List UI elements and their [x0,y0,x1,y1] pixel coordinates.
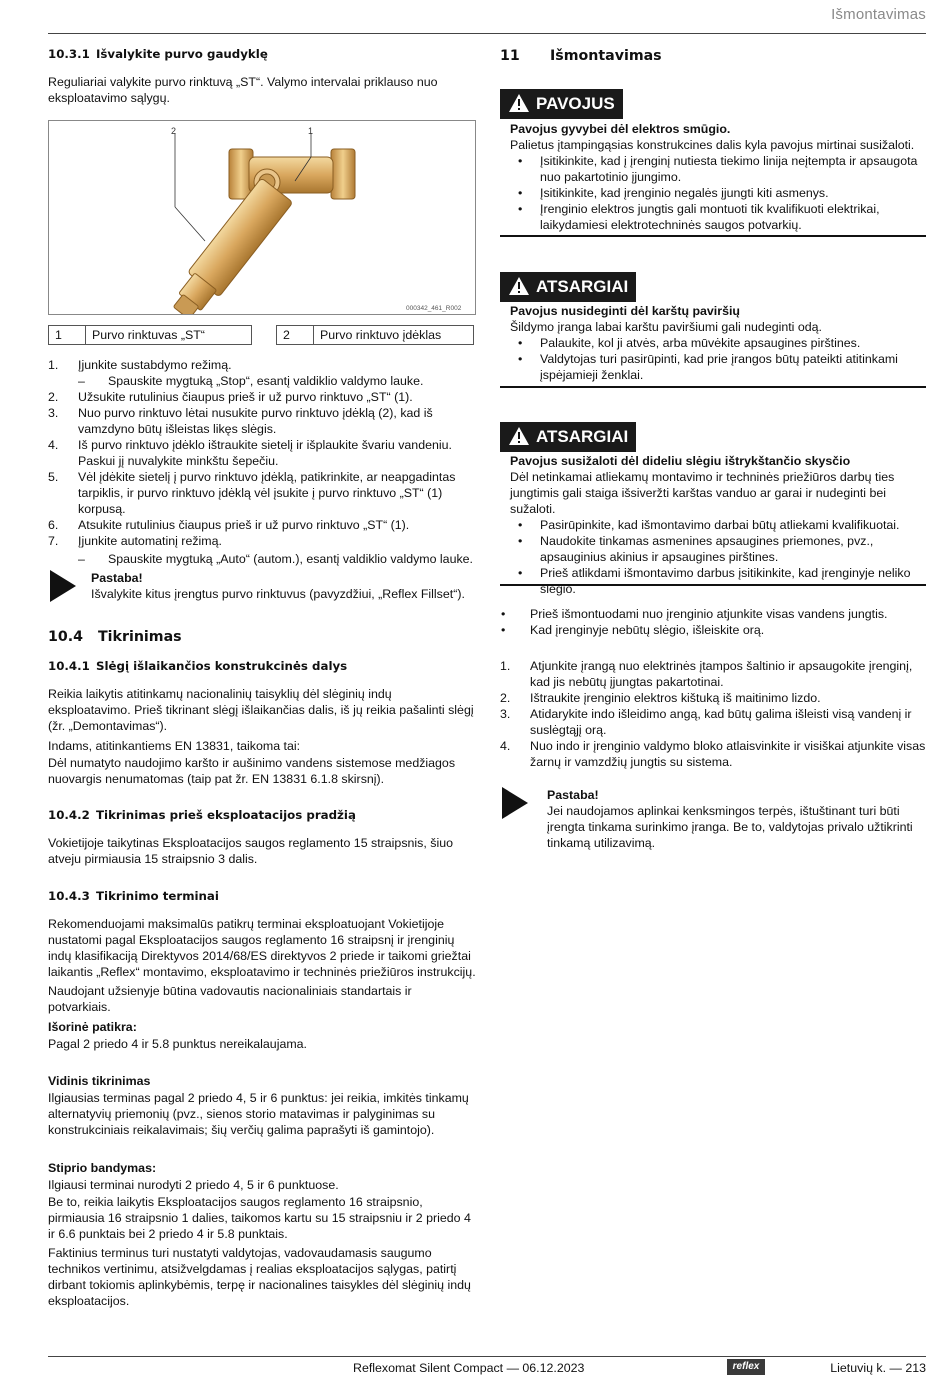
list-item: • Įsitikinkite, kad įrenginio negalės įjungti kiti asmenys. [518,186,829,200]
preconditions [500,606,928,638]
section-10-4-1-p3: Dėl numatyto naudojimo karšto ir aušinimo vandens sistemose medžiagos nuovargis nenumatomas (taip pat žr. EN 13831 6.1.8 skirsnį). [48,756,456,786]
section-10-4-1-heading: 10.4.1 Slėgį išlaikančios konstrukcinės dalys [48,659,348,673]
section-10-4-2-p1: Vokietijoje taikytinas Eksploatacijos saugos reglamento 15 straipsnis, šiuo atveju pirmiausia 15 straipsnio 3 dalis. [48,836,453,866]
list-item: 1. Įjunkite sustabdymo režimą. [48,358,232,372]
strainer-illustration [49,121,475,314]
note-arrow-icon [502,787,528,819]
header-rule [48,33,926,34]
list-item: 6. Atsukite rutulinius čiaupus prieš ir už purvo rinktuvo „ST“ (1). [48,518,410,532]
section-10-4-heading: 10.4 Tikrinimas [48,629,182,645]
running-header: Išmontavimas [831,6,926,23]
dismantling-steps [500,658,928,770]
figure-label-1: 1 [308,126,314,136]
internal-check-text: Ilgiausias terminas pagal 2 priedo 4, 5 ir 6 punktus: jei reikia, imkitės tinkamų alternatyvių priemonių (pvz., sienos storio matavimas ir palyginimas su konstrukciniais reikalavimais; šių verčių galima paprašyti iš gamintojo). [48,1091,469,1137]
caution-box-2: Pavojus susižaloti dėl dideliu slėgiu ištrykštančio skysčio Dėl netinkamai atliekamų montavimo ir techninės priežiūros darbų ties jungtimis gali staiga išsiveržti karštas vanduo ar garai ir nudeginti bei sužaloti. • Pasirūpinkite, kad išmontavimo darbai būtų atliekami kvalifikuotai. • Naudokite tinkamas asmenines apsaugines priemones, pvz., apsauginius akinius ir apsaugines pirštines. • Prieš atlikdami išmontavimo darbus įsitikinkite, kad įrenginyje neliko slėgio. [500,453,926,586]
internal-check-title: Vidinis tikrinimas [48,1074,151,1088]
strainer-figure [48,120,476,315]
section-10-4-1-p2: Indams, atitinkantiems EN 13831, taikoma tai: [48,739,301,753]
list-item: • Pasirūpinkite, kad išmontavimo darbai būtų atliekami kvalifikuotai. [518,518,900,532]
figure-label-2: 2 [171,126,177,136]
caution-label-2: ATSARGIAI [500,422,636,452]
footer-page-number: Lietuvių k. — 213 [830,1361,926,1375]
list-item: 7. Įjunkite automatinį režimą. [48,534,222,548]
warning-triangle-icon [508,93,530,116]
cleaning-steps [48,357,476,567]
figure-code: 000342_461_R002 [406,305,462,312]
external-check-title: Išorinė patikra: [48,1020,137,1034]
note-2: Pastaba! Jei naudojamos aplinkai kenksmingos terpės, ištuštinant turi būti įrengta tinkama surinkimo įranga. Be to, valdytojas privalo užtikrinti tinkamą utilizavimą. [547,788,913,850]
section-10-3-1-heading: 10.3.1 Išvalykite purvo gaudyklę [48,47,268,61]
caution-box-1: Pavojus nusideginti dėl karštų paviršių Šildymo įranga labai karštu paviršiumi gali nudeginti odą. • Palaukite, kol ji atvės, arba mūvėkite apsaugines pirštines. • Valdytojas turi pasirūpinti, kad prie įrangos būtų pateikti atitinkami įspėjamieji ženklai. [500,303,926,388]
list-item: 1. Atjunkite įrangą nuo elektrinės įtampos šaltinio ir apsaugokite įrenginį, kad jis nebūtų įjungtas pakartotinai. [500,659,913,689]
list-item: • Prieš išmontuodami nuo įrenginio atjunkite visas vandens jungtis. [501,607,888,621]
external-check-text: Pagal 2 priedo 4 ir 5.8 punktus nereikalaujama. [48,1037,307,1051]
legend-item-1: 1 Purvo rinktuvas „ST“ [48,325,252,345]
list-item: – Spauskite mygtuką „Auto“ (autom.), esantį valdiklio valdymo lauke. [78,552,473,566]
reflex-logo: reflex [727,1359,765,1375]
strength-test-p1: Ilgiausi terminai nurodyti 2 priedo 4, 5 ir 6 punktuose. [48,1178,339,1192]
danger-label: PAVOJUS [500,89,623,119]
list-item: • Įrenginio elektros jungtis gali montuoti tik kvalifikuoti elektrikai, laikydamiesi elektrotechninės saugos potvarkių. [518,202,880,232]
danger-box: Pavojus gyvybei dėl elektros smūgio. Palietus įtampingąsias konstrukcines dalis kyla pavojus mirtinai susižaloti. • Įsitikinkite, kad į įrenginį nutiesta tiekimo linija neįtempta ir apsaugota nuo pakartotinio įjungimo. • Įsitikinkite, kad įrenginio negalės įjungti kiti asmenys. • Įrenginio elektros jungtis gali montuoti tik kvalifikuoti elektrikai, laikydamiesi elektrotechninės saugos potvarkių. [500,121,926,237]
legend-item-2: 2 Purvo rinktuvo įdėklas [276,325,474,345]
note-arrow-icon [50,570,76,602]
section-10-3-1-text: Reguliariai valykite purvo rinktuvą „ST“. Valymo intervalai priklauso nuo eksploatavimo sąlygų. [48,75,438,105]
section-10-4-1-p1: Reikia laikytis atitinkamų nacionalinių taisyklių dėl slėginių indų eksploatavimo. Prieš tikrinant slėgį išlaikančias dalis, iš jų reikia pašalinti slėgį (žr. „Demontavimas“). [48,687,474,733]
section-10-4-3-heading: 10.4.3 Tikrinimo terminai [48,889,219,903]
list-item: 4. Nuo indo ir įrenginio valdymo bloko atlaisvinkite ir visiškai atjunkite visas žarnų ir vamzdžių jungtis su sistema. [500,739,926,769]
strength-test-p3: Faktinius terminus turi nustatyti valdytojas, vadovaudamasis saugumo technikos vertinimu, atsižvelgdamas į realias eksploatacijos sąlygas, patirtį dirbant tokiomis aplinkybėmis, terpę ir nacionalines taisykles dėl slėginių indų eksploatacijos. [48,1246,471,1308]
list-item: 4. Iš purvo rinktuvo įdėklo ištraukite sietelį ir išplaukite švariu vandeniu. Paskui jį nuvalykite minkštu šepečiu. [48,438,452,468]
warning-triangle-icon [508,276,530,299]
list-item: • Naudokite tinkamas asmenines apsaugines priemones, pvz., apsauginius akinius ir apsaugines pirštines. [518,534,874,564]
list-item: 2. Užsukite rutulinius čiaupus prieš ir už purvo rinktuvo „ST“ (1). [48,390,413,404]
list-item: 3. Nuo purvo rinktuvo lėtai nusukite purvo rinktuvo įdėklą (2), kad iš vamzdyno būtų išleistas likęs slėgis. [48,406,433,436]
list-item: 2. Ištraukite įrenginio elektros kištuką iš maitinimo lizdo. [500,691,821,705]
list-item: – Spauskite mygtuką „Stop“, esantį valdiklio valdymo lauke. [78,374,424,388]
list-item: • Palaukite, kol ji atvės, arba mūvėkite apsaugines pirštines. [518,336,861,350]
list-item: • Įsitikinkite, kad į įrenginį nutiesta tiekimo linija neįtempta ir apsaugota nuo pakartotinio įjungimo. [518,154,918,184]
warning-triangle-icon [508,426,530,449]
list-item: • Valdytojas turi pasirūpinti, kad prie įrangos būtų pateikti atitinkami įspėjamieji ženklai. [518,352,898,382]
footer-doc-title: Reflexomat Silent Compact — 06.12.2023 [353,1361,585,1375]
section-11-heading: 11 Išmontavimas [500,48,662,64]
section-10-4-2-heading: 10.4.2 Tikrinimas prieš eksploatacijos pradžią [48,808,356,822]
caution-label-1: ATSARGIAI [500,272,636,302]
footer-rule [48,1356,926,1357]
list-item: • Prieš atlikdami išmontavimo darbus įsitikinkite, kad įrenginyje neliko slėgio. [518,566,911,596]
section-10-4-3-p1: Rekomenduojami maksimalūs patikrų terminai eksploatuojant Vokietijoje nustatomi pagal Eksploatacijos saugos reglamento 16 straipsnį ir įrenginių indų klasifikaciją Direktyvos 2014/68/ES direktyvos 2 priede ir taikomi griežtai laikantis „Reflex“ montavimo, eksploatavimo ir techninės priežiūros instrukcijų. [48,917,476,979]
strength-test-title: Stiprio bandymas: [48,1161,157,1175]
list-item: 5. Vėl įdėkite sietelį į purvo rinktuvo įdėklą, patikrinkite, ar neapgadintas tarpiklis, ir purvo rinktuvo įdėklą vėl įsukite į purvo rinktuvo „ST“ (1) korpusą. [48,470,456,516]
list-item: 3. Atidarykite indo išleidimo angą, kad būtų galima išleisti visą vandenį ir suslėgtąjį orą. [500,707,912,737]
list-item: • Kad įrenginyje nebūtų slėgio, išleiskite orą. [501,623,765,637]
strength-test-p2: Be to, reikia laikytis Eksploatacijos saugos reglamento 16 straipsnio, pirmiausia 16 straipsnio 1 dalies, taikomos kartu su 15 straipsniu ir 2 priedo 4 ir 6.6 punktais bei 2 priedo 4 ir 5.8 punktais. [48,1195,471,1241]
note-1: Pastaba! Išvalykite kitus įrengtus purvo rinktuvus (pavyzdžiui, „Reflex Fillset“). [91,571,465,601]
section-10-4-3-p2: Naudojant užsienyje būtina vadovautis nacionaliniais standartais ir potvarkiais. [48,984,412,1014]
